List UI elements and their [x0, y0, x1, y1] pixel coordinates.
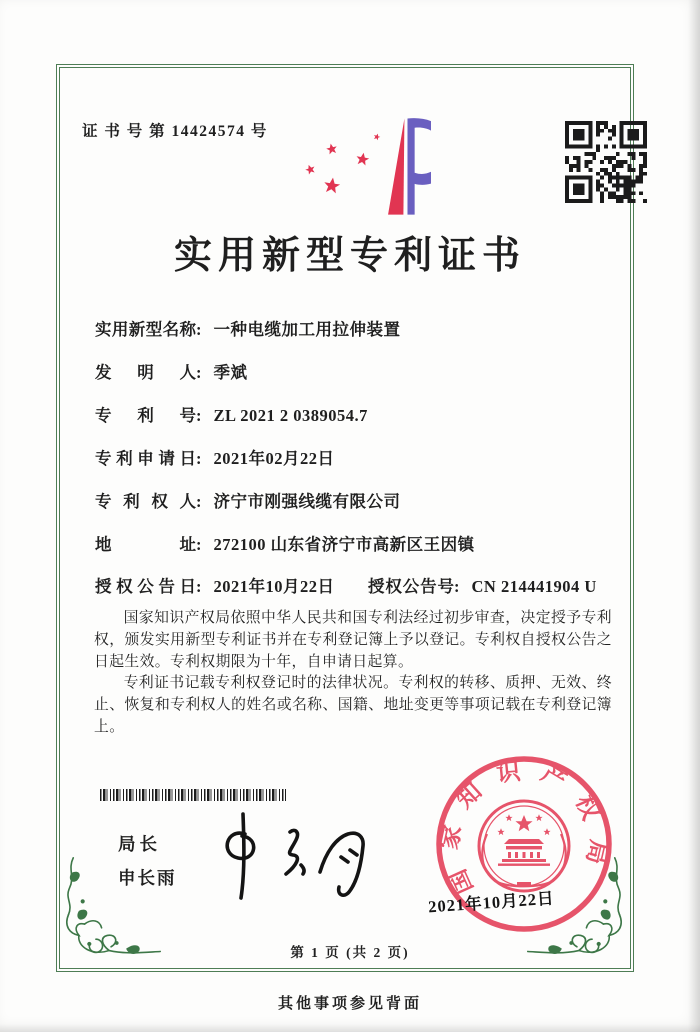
field-value: 2021年02月22日 [213, 449, 335, 468]
field-value: 济宁市刚强线缆有限公司 [213, 492, 401, 511]
scan-edge-shadow [0, 1024, 700, 1032]
commissioner-signature [198, 810, 386, 904]
grant-number-group [368, 573, 597, 597]
field-colon: : [196, 535, 202, 554]
seal-date: 2021年10月22日 [427, 888, 556, 917]
field-row-address [95, 531, 615, 555]
field-label: 实用新型名称 [95, 320, 196, 339]
field-row-patent-number [95, 402, 615, 426]
field-value: 季斌 [213, 363, 248, 382]
field-value: CN 214441904 U [471, 577, 597, 596]
seal-agency-text: 国家知识产权局 [436, 757, 612, 898]
barcode [100, 789, 286, 801]
scan-edge-shadow [688, 0, 700, 1032]
certificate-title: 实用新型专利证书 [173, 235, 526, 277]
field-value: 2021年10月22日 [213, 577, 335, 596]
field-row-inventor [95, 359, 615, 383]
signer-title: 局长 [118, 834, 161, 854]
cnipa-logo-icon [293, 110, 431, 218]
field-label: 专利号 [95, 406, 196, 425]
field-row-name [95, 316, 615, 340]
field-colon: : [196, 320, 202, 339]
field-label: 发明人 [95, 363, 196, 382]
field-colon: : [196, 406, 202, 425]
legal-paragraph: 专利证书记载专利权登记时的法律状况。专利权的转移、质押、无效、终止、恢复和专利权人的姓名或名称、国籍、地址变更等事项记载在专利登记簿上。 [94, 675, 612, 735]
qr-code [565, 121, 647, 203]
field-label: 授权公告号 [368, 577, 454, 596]
signer-name: 申长雨 [118, 868, 177, 888]
field-label: 专利申请日 [95, 449, 196, 468]
legal-text-block [94, 608, 612, 739]
field-colon: : [196, 492, 202, 511]
field-label: 地址 [95, 535, 196, 554]
field-value: 272100 山东省济宁市高新区王因镇 [213, 535, 475, 554]
field-colon: : [454, 577, 460, 596]
field-label: 专利权人 [95, 492, 196, 511]
field-label: 授权公告日 [95, 577, 196, 596]
field-row-patentee [95, 488, 615, 512]
page-indicator: 第 1 页 (共 2 页) [290, 945, 410, 960]
field-value: 一种电缆加工用拉伸装置 [213, 320, 401, 339]
field-colon: : [196, 363, 202, 382]
national-emblem-icon [479, 801, 569, 891]
field-row-filing-date [95, 445, 615, 469]
field-row-grant [95, 573, 615, 597]
certificate-number: 证 书 号 第 14424574 号 [82, 123, 268, 140]
legal-paragraph: 国家知识产权局依照中华人民共和国专利法经过初步审查，决定授予专利权，颁发实用新型专利证书并在专利登记簿上予以登记。专利权自授权公告之日起生效。专利权期限为十年，自申请日起算。 [94, 610, 612, 670]
back-note: 其他事项参见背面 [277, 996, 422, 1012]
field-colon: : [196, 449, 202, 468]
field-colon: : [196, 577, 202, 596]
field-value: ZL 2021 2 0389054.7 [213, 406, 368, 425]
